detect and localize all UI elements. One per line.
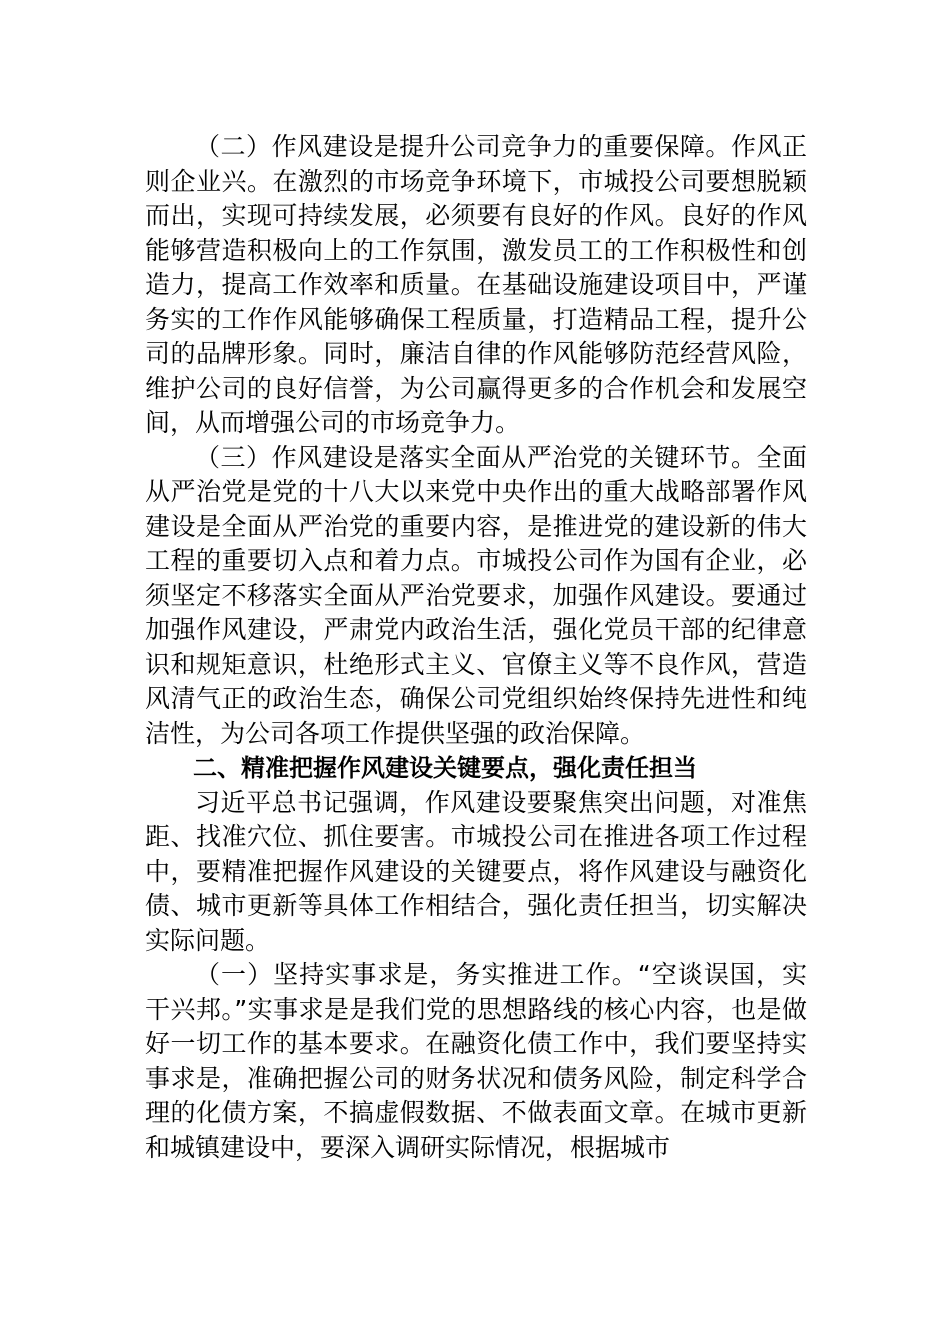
document-body <box>145 130 807 1165</box>
paragraph-strict-party-governance: （三）作风建设是落实全面从严治党的关键环节。全面从严治党是党的十八大以来党中央作出的重大战略部署作风建设是全面从严治党的重要内容，是推进党的建设新的伟大工程的重要切入点和着力点。市城投公司作为国有企业，必须坚定不移落实全面从严治党要求，加强作风建设。要通过加强作风建设，严肃党内政治生活，强化党员干部的纪律意识和规矩意识，杜绝形式主义、官僚主义等不良作风，营造风清气正的政治生态，确保公司党组织始终保持先进性和纯洁性，为公司各项工作提供坚强的政治保障。 <box>145 442 807 748</box>
paragraph-xi-emphasis: 习近平总书记强调，作风建设要聚焦突出问题，对准焦距、找准穴位、抓住要害。市城投公司在推进各项工作过程中，要精准把握作风建设的关键要点，将作风建设与融资化债、城市更新等具体工作相结合，强化责任担当，切实解决实际问题。 <box>145 787 807 955</box>
paragraph-seek-truth-from-facts: （一）坚持实事求是，务实推进工作。“空谈误国，实干兴邦。”实事求是是我们党的思想路线的核心内容，也是做好一切工作的基本要求。在融资化债工作中，我们要坚持实事求是，准确把握公司的财务状况和债务风险，制定科学合理的化债方案，不搞虚假数据、不做表面文章。在城市更新和城镇建设中，要深入调研实际情况，根据城市 <box>145 960 807 1162</box>
paragraph-style-construction-competitiveness: （二）作风建设是提升公司竞争力的重要保障。作风正则企业兴。在激烈的市场竞争环境下，市城投公司要想脱颖而出，实现可持续发展，必须要有良好的作风。良好的作风能够营造积极向上的工作氛围，激发员工的工作积极性和创造力，提高工作效率和质量。在基础设施建设项目中，严谨务实的工作作风能够确保工程质量，打造精品工程，提升公司的品牌形象。同时，廉洁自律的作风能够防范经营风险，维护公司的良好信誉，为公司赢得更多的合作机会和发展空间，从而增强公司的市场竞争力。 <box>145 132 807 437</box>
section-heading-key-points: 二、精准把握作风建设关键要点，强化责任担当 <box>193 754 697 782</box>
